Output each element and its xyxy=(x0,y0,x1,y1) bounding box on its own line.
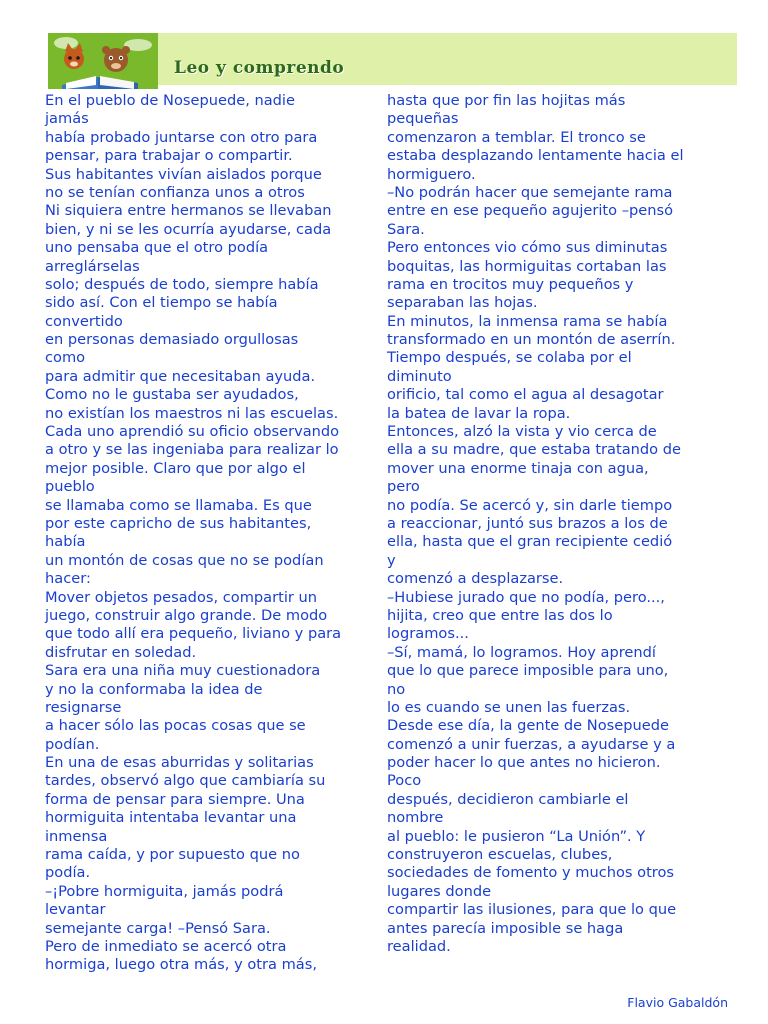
text-line: logramos... xyxy=(387,625,469,643)
text-line: resignarse xyxy=(45,698,122,716)
text-line: que todo allí era pequeño, liviano y para xyxy=(45,625,342,643)
story-column-left xyxy=(45,92,385,975)
text-line: pero xyxy=(387,478,420,496)
text-line: orificio, tal como el agua al desagotar xyxy=(387,386,664,404)
text-line: levantar xyxy=(45,901,106,919)
text-line: no podía. Se acercó y, sin darle tiempo xyxy=(387,496,673,514)
text-line: Sara era una niña muy cuestionadora xyxy=(45,662,321,680)
text-line: no existían los maestros ni las escuelas. xyxy=(45,404,339,422)
text-line: pensar, para trabajar o compartir. xyxy=(45,147,293,165)
text-line: Mover objetos pesados, compartir un xyxy=(45,588,318,606)
text-line: En una de esas aburridas y solitarias xyxy=(45,754,314,772)
text-line: inmensa xyxy=(45,827,108,845)
text-line: que lo que parece imposible para uno, xyxy=(387,662,669,680)
text-line: hacer: xyxy=(45,570,91,588)
text-line: En el pueblo de Nosepuede, nadie xyxy=(45,92,295,109)
text-line: en personas demasiado orgullosas xyxy=(45,331,299,349)
text-line: había xyxy=(45,533,86,551)
text-line: transformado en un montón de aserrín. xyxy=(387,331,676,349)
text-line: Pero entonces vio cómo sus diminutas xyxy=(387,239,668,257)
text-line: a hacer sólo las pocas cosas que se xyxy=(45,717,306,735)
text-line: comenzó a unir fuerzas, a ayudarse y a xyxy=(387,735,676,753)
text-line: hasta que por fin las hojitas más xyxy=(387,92,626,109)
text-line: Pero de inmediato se acercó otra xyxy=(45,937,287,955)
text-line: ella a su madre, que estaba tratando de xyxy=(387,441,681,459)
story-column-right xyxy=(387,92,732,956)
text-line: la batea de lavar la ropa. xyxy=(387,404,571,422)
text-line: forma de pensar para siempre. Una xyxy=(45,790,305,808)
text-line: un montón de cosas que no se podían xyxy=(45,551,324,569)
section-title: Leo y comprendo xyxy=(174,58,345,78)
text-line: solo; después de todo, siempre había xyxy=(45,275,319,293)
text-line: comenzó a desplazarse. xyxy=(387,570,564,588)
text-line: –¡Pobre hormiguita, jamás podrá xyxy=(45,882,284,900)
text-line: diminuto xyxy=(387,367,452,385)
text-line: Desde ese día, la gente de Nosepuede xyxy=(387,717,669,735)
text-line: bien, y ni se les ocurría ayudarse, cada xyxy=(45,220,332,238)
text-line: al pueblo: le pusieron “La Unión”. Y xyxy=(387,827,646,845)
text-line: –No podrán hacer que semejante rama xyxy=(387,183,673,201)
text-line: juego, construir algo grande. De modo xyxy=(45,606,328,624)
text-line: mejor posible. Claro que por algo el xyxy=(45,459,306,477)
text-line: pueblo xyxy=(45,478,95,496)
text-line: podía. xyxy=(45,864,91,882)
text-line: pequeñas xyxy=(387,110,459,128)
text-line: ella, hasta que el gran recipiente cedió xyxy=(387,533,673,551)
text-line: sido así. Con el tiempo se había xyxy=(45,294,278,312)
text-line: por este capricho de sus habitantes, xyxy=(45,514,312,532)
author-credit: Flavio Gabaldón xyxy=(627,995,728,1010)
text-line: separaban las hojas. xyxy=(387,294,538,312)
text-line: hijita, creo que entre las dos lo xyxy=(387,606,613,624)
text-line: boquitas, las hormiguitas cortaban las xyxy=(387,257,667,275)
text-line: no xyxy=(387,680,406,698)
text-line: disfrutar en soledad. xyxy=(45,643,197,661)
text-line: arreglárselas xyxy=(45,257,140,275)
text-line: comenzaron a temblar. El tronco se xyxy=(387,128,646,146)
text-line: compartir las ilusiones, para que lo que xyxy=(387,901,677,919)
text-line: Cada uno aprendió su oficio observando xyxy=(45,423,340,441)
text-line: Como no le gustaba ser ayudados, xyxy=(45,386,299,404)
text-line: entre en ese pequeño agujerito –pensó xyxy=(387,202,674,220)
text-line: para admitir que necesitaban ayuda. xyxy=(45,367,316,385)
text-line: tardes, observó algo que cambiaría su xyxy=(45,772,326,790)
text-line: convertido xyxy=(45,312,123,330)
text-line: hormiga, luego otra más, y otra más, xyxy=(45,956,317,974)
text-line: semejante carga! –Pensó Sara. xyxy=(45,919,271,937)
text-line: Ni siquiera entre hermanos se llevaban xyxy=(45,202,332,220)
text-line: nombre xyxy=(387,809,444,827)
text-line: a reaccionar, juntó sus brazos a los de xyxy=(387,514,668,532)
text-line: lo es cuando se unen las fuerzas. xyxy=(387,698,631,716)
text-line: jamás xyxy=(45,110,89,128)
section-logo xyxy=(48,33,158,89)
text-line: a otro y se las ingeniaba para realizar lo xyxy=(45,441,339,459)
text-line: se llamaba como se llamaba. Es que xyxy=(45,496,312,514)
text-line: poder hacer lo que antes no hicieron. xyxy=(387,754,661,772)
text-line: Sara. xyxy=(387,220,425,238)
text-line: construyeron escuelas, clubes, xyxy=(387,846,613,864)
text-line: –Hubiese jurado que no podía, pero..., xyxy=(387,588,665,606)
text-line: antes parecía imposible se haga xyxy=(387,919,624,937)
text-line: uno pensaba que el otro podía xyxy=(45,239,269,257)
text-line: lugares donde xyxy=(387,882,492,900)
text-line: no se tenían confianza unos a otros xyxy=(45,183,305,201)
text-line: rama caída, y por supuesto que no xyxy=(45,846,300,864)
text-line: había probado juntarse con otro para xyxy=(45,128,318,146)
reading-animals-illustration-icon xyxy=(48,33,158,89)
text-line: Tiempo después, se colaba por el xyxy=(387,349,632,367)
text-line: En minutos, la inmensa rama se había xyxy=(387,312,668,330)
text-line: Entonces, alzó la vista y vio cerca de xyxy=(387,423,657,441)
text-line: sociedades de fomento y muchos otros xyxy=(387,864,675,882)
text-line: y xyxy=(387,551,396,569)
text-line: Poco xyxy=(387,772,422,790)
text-line: y no la conformaba la idea de xyxy=(45,680,263,698)
text-line: Sus habitantes vivían aislados porque xyxy=(45,165,322,183)
text-line: como xyxy=(45,349,86,367)
text-line: rama en trocitos muy pequeños y xyxy=(387,275,634,293)
text-line: hormiguero. xyxy=(387,165,476,183)
text-line: estaba desplazando lentamente hacia el xyxy=(387,147,684,165)
text-line: –Sí, mamá, lo logramos. Hoy aprendí xyxy=(387,643,656,661)
text-line: mover una enorme tinaja con agua, xyxy=(387,459,649,477)
text-line: hormiguita intentaba levantar una xyxy=(45,809,297,827)
text-line: podían. xyxy=(45,735,100,753)
text-line: después, decidieron cambiarle el xyxy=(387,790,629,808)
text-line: realidad. xyxy=(387,937,451,955)
